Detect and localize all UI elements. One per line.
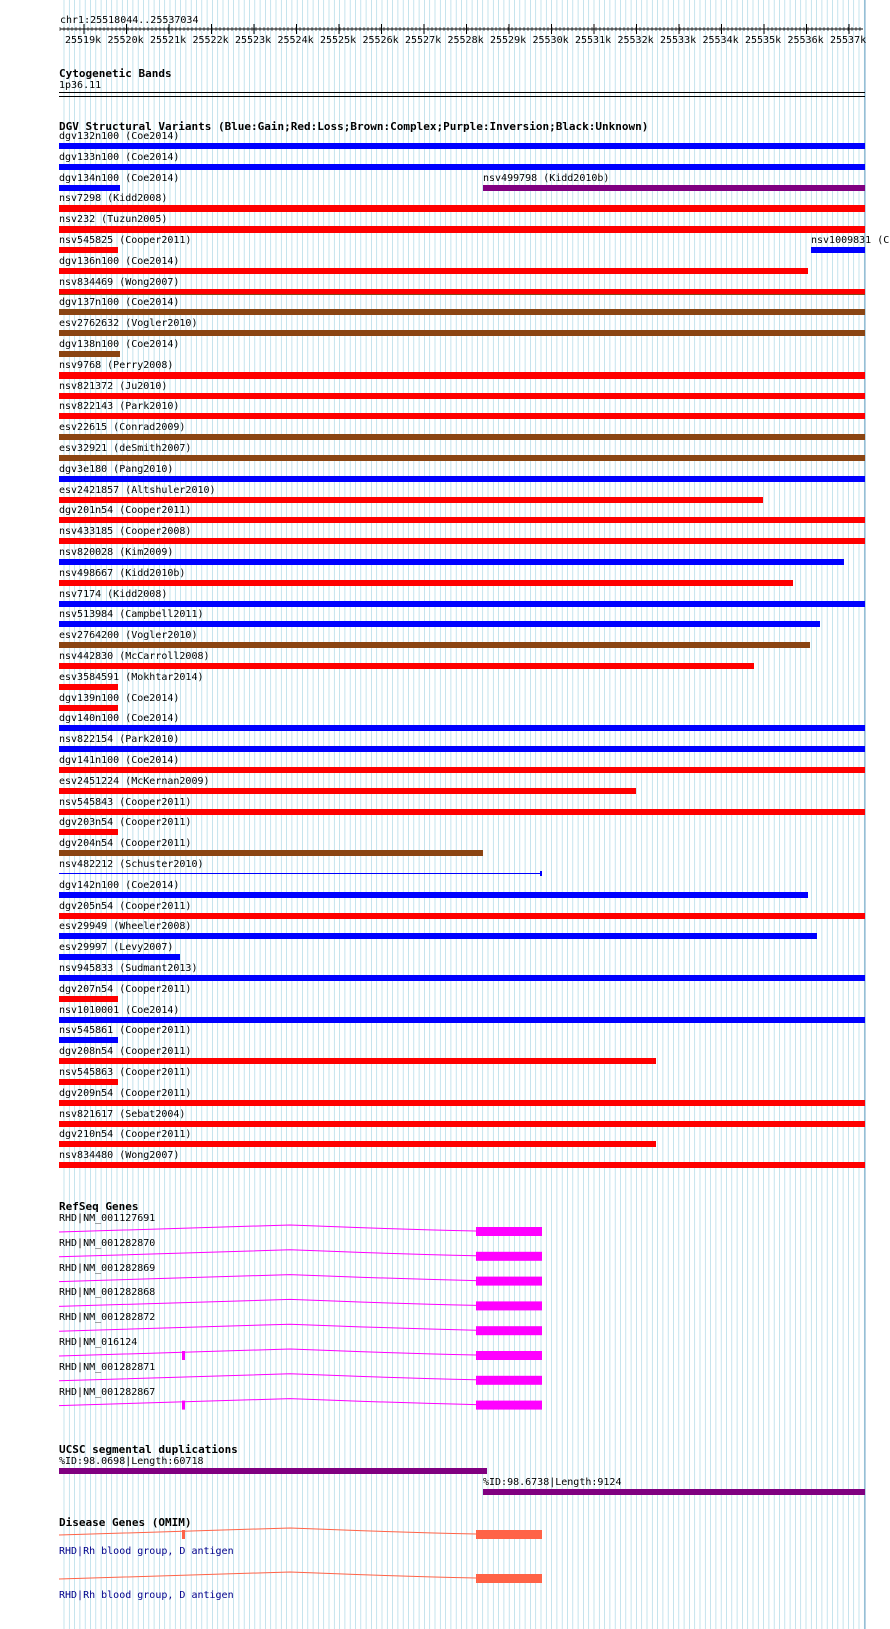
dgv-feature-label: dgv134n100 (Coe2014) [59,172,180,184]
dgv-feature-label: nsv945833 (Sudmant2013) [59,963,198,974]
omim-exon-small[interactable] [182,1530,185,1539]
ruler-tick-label: 25530k [532,35,569,46]
refseq-gene-label: RHD|NM_001282871 [59,1361,156,1373]
dgv-feature-label: esv2451224 (McKernan2009) [59,775,210,787]
dgv-feature-label-secondary: nsv499798 (Kidd2010b) [483,172,610,184]
dgv-feature-label: nsv232 (Tuzun2005) [59,214,168,226]
dgv-feature-label: dgv137n100 (Coe2014) [59,297,180,309]
ruler-tick-label: 25519k [65,35,102,46]
ruler-tick-label: 25524k [277,35,314,46]
dgv-feature-label: dgv204n54 (Cooper2011) [59,838,192,850]
dgv-feature-label: dgv207n54 (Cooper2011) [59,983,192,995]
dgv-feature-label: esv32921 (deSmith2007) [59,443,192,454]
omim-exon-block[interactable] [476,1530,542,1539]
dgv-track-title[interactable]: DGV Structural Variants (Blue:Gain;Red:Loss;Brown:Complex;Purple:Inversion;Black:Unknown) [59,120,649,133]
dgv-feature-label: nsv822154 (Park2010) [59,734,180,746]
omim-intron-line [59,1572,476,1579]
ruler-tick-label: 25535k [745,35,782,46]
dgv-feature-label: nsv1010001 (Coe2014) [59,1004,180,1016]
dgv-feature-label: dgv133n100 (Coe2014) [59,151,180,163]
ruler-tick-label: 25522k [192,35,229,46]
dgv-feature-label: dgv208n54 (Cooper2011) [59,1046,192,1058]
dgv-feature-label: dgv142n100 (Coe2014) [59,879,180,891]
dgv-feature-label: dgv209n54 (Cooper2011) [59,1087,192,1099]
omim-exon-block[interactable] [476,1574,542,1583]
dgv-feature-label: dgv140n100 (Coe2014) [59,713,180,725]
dgv-feature-label: nsv545825 (Cooper2011) [59,235,192,246]
ruler-tick-label: 25532k [617,35,654,46]
dgv-feature-label: nsv433185 (Cooper2008) [59,526,192,538]
ruler-tick-label: 25536k [787,35,824,46]
dgv-feature-label: esv29997 (Levy2007) [59,942,174,954]
segdup-label-1: %ID:98.0698|Length:60718 [59,1456,204,1467]
dgv-feature-label: dgv132n100 (Coe2014) [59,131,180,142]
refseq-gene-label: RHD|NM_001127691 [59,1213,156,1224]
segdup-track-title[interactable]: UCSC segmental duplications [59,1443,238,1456]
dgv-feature-label: nsv7174 (Kidd2008) [59,588,168,600]
dgv-feature-label: dgv138n100 (Coe2014) [59,339,180,350]
omim-track-title[interactable]: Disease Genes (OMIM) [59,1516,192,1529]
dgv-feature-label: nsv834469 (Wong2007) [59,276,180,288]
omim-gene-label[interactable]: RHD|Rh blood group, D antigen [59,1546,234,1557]
dgv-feature-label: esv2421857 (Altshuler2010) [59,484,216,496]
dgv-feature-label: nsv820028 (Kim2009) [59,547,174,558]
cytoband-label: 1p36.11 [59,80,102,91]
dgv-feature-label: esv29949 (Wheeler2008) [59,921,192,933]
dgv-feature-label-secondary: nsv1009831 (C [811,235,890,246]
ruler-tick-label: 25523k [235,35,272,46]
dgv-feature-label: dgv141n100 (Coe2014) [59,755,180,766]
ruler-tick-label: 25533k [660,35,697,46]
dgv-feature-label: nsv834480 (Wong2007) [59,1150,180,1162]
dgv-feature-label: nsv821617 (Sebat2004) [59,1108,186,1120]
ruler-tick-label: 25520k [107,35,144,46]
dgv-feature-label: dgv205n54 (Cooper2011) [59,900,192,912]
segdup-label-2: %ID:98.6738|Length:9124 [483,1477,622,1488]
dgv-feature-label: nsv442830 (McCarroll2008) [59,651,210,662]
dgv-feature-label: dgv210n54 (Cooper2011) [59,1129,192,1141]
dgv-feature-label: dgv203n54 (Cooper2011) [59,817,192,829]
refseq-gene-label: RHD|NM_001282869 [59,1262,156,1274]
omim-intron-line [59,1528,476,1535]
ruler-tick-label: 25526k [362,35,399,46]
ruler-tick-label: 25527k [405,35,442,46]
refseq-gene-label: RHD|NM_001282868 [59,1287,156,1299]
ruler-position: chr1:25518044..25537034 [60,15,199,26]
ruler-tick-label: 25531k [575,35,612,46]
dgv-feature-label: nsv482212 (Schuster2010) [59,859,204,870]
dgv-feature-label: nsv545861 (Cooper2011) [59,1025,192,1037]
dgv-feature-label: dgv139n100 (Coe2014) [59,692,180,704]
ruler-tick-label: 25528k [447,35,484,46]
dgv-feature-label: nsv9768 (Perry2008) [59,359,174,371]
dgv-feature-label: dgv201n54 (Cooper2011) [59,505,192,517]
dgv-feature-label: nsv822143 (Park2010) [59,401,180,413]
dgv-feature-label: nsv545843 (Cooper2011) [59,796,192,808]
refseq-gene-label: RHD|NM_001282870 [59,1237,156,1249]
dgv-feature-label: dgv136n100 (Coe2014) [59,255,180,267]
dgv-feature-label: nsv7298 (Kidd2008) [59,193,168,205]
dgv-feature-label: nsv821372 (Ju2010) [59,380,168,392]
refseq-track-title[interactable]: RefSeq Genes [59,1200,139,1213]
dgv-feature-label: nsv545863 (Cooper2011) [59,1067,192,1078]
ruler-tick-label: 25534k [702,35,739,46]
refseq-gene-label: RHD|NM_001282867 [59,1386,156,1398]
dgv-feature-label: nsv498667 (Kidd2010b) [59,567,186,579]
dgv-feature-label: esv2764200 (Vogler2010) [59,630,198,642]
dgv-feature-label: esv3584591 (Mokhtar2014) [59,671,204,683]
omim-gene-label[interactable]: RHD|Rh blood group, D antigen [59,1590,234,1601]
ruler-tick-label: 25525k [320,35,357,46]
cytoband-track-title[interactable]: Cytogenetic Bands [59,67,172,80]
ruler-tick-label: 25537k [830,35,867,46]
dgv-feature-label: esv2762632 (Vogler2010) [59,318,198,330]
ruler-tick-label: 25521k [150,35,187,46]
ruler-tick-label: 25529k [490,35,527,46]
refseq-gene-label: RHD|NM_001282872 [59,1312,156,1324]
dgv-feature-label: nsv513984 (Campbell2011) [59,609,204,621]
refseq-gene-label: RHD|NM_016124 [59,1337,138,1348]
dgv-feature-label: esv22615 (Conrad2009) [59,422,186,434]
dgv-feature-label: dgv3e180 (Pang2010) [59,463,174,475]
